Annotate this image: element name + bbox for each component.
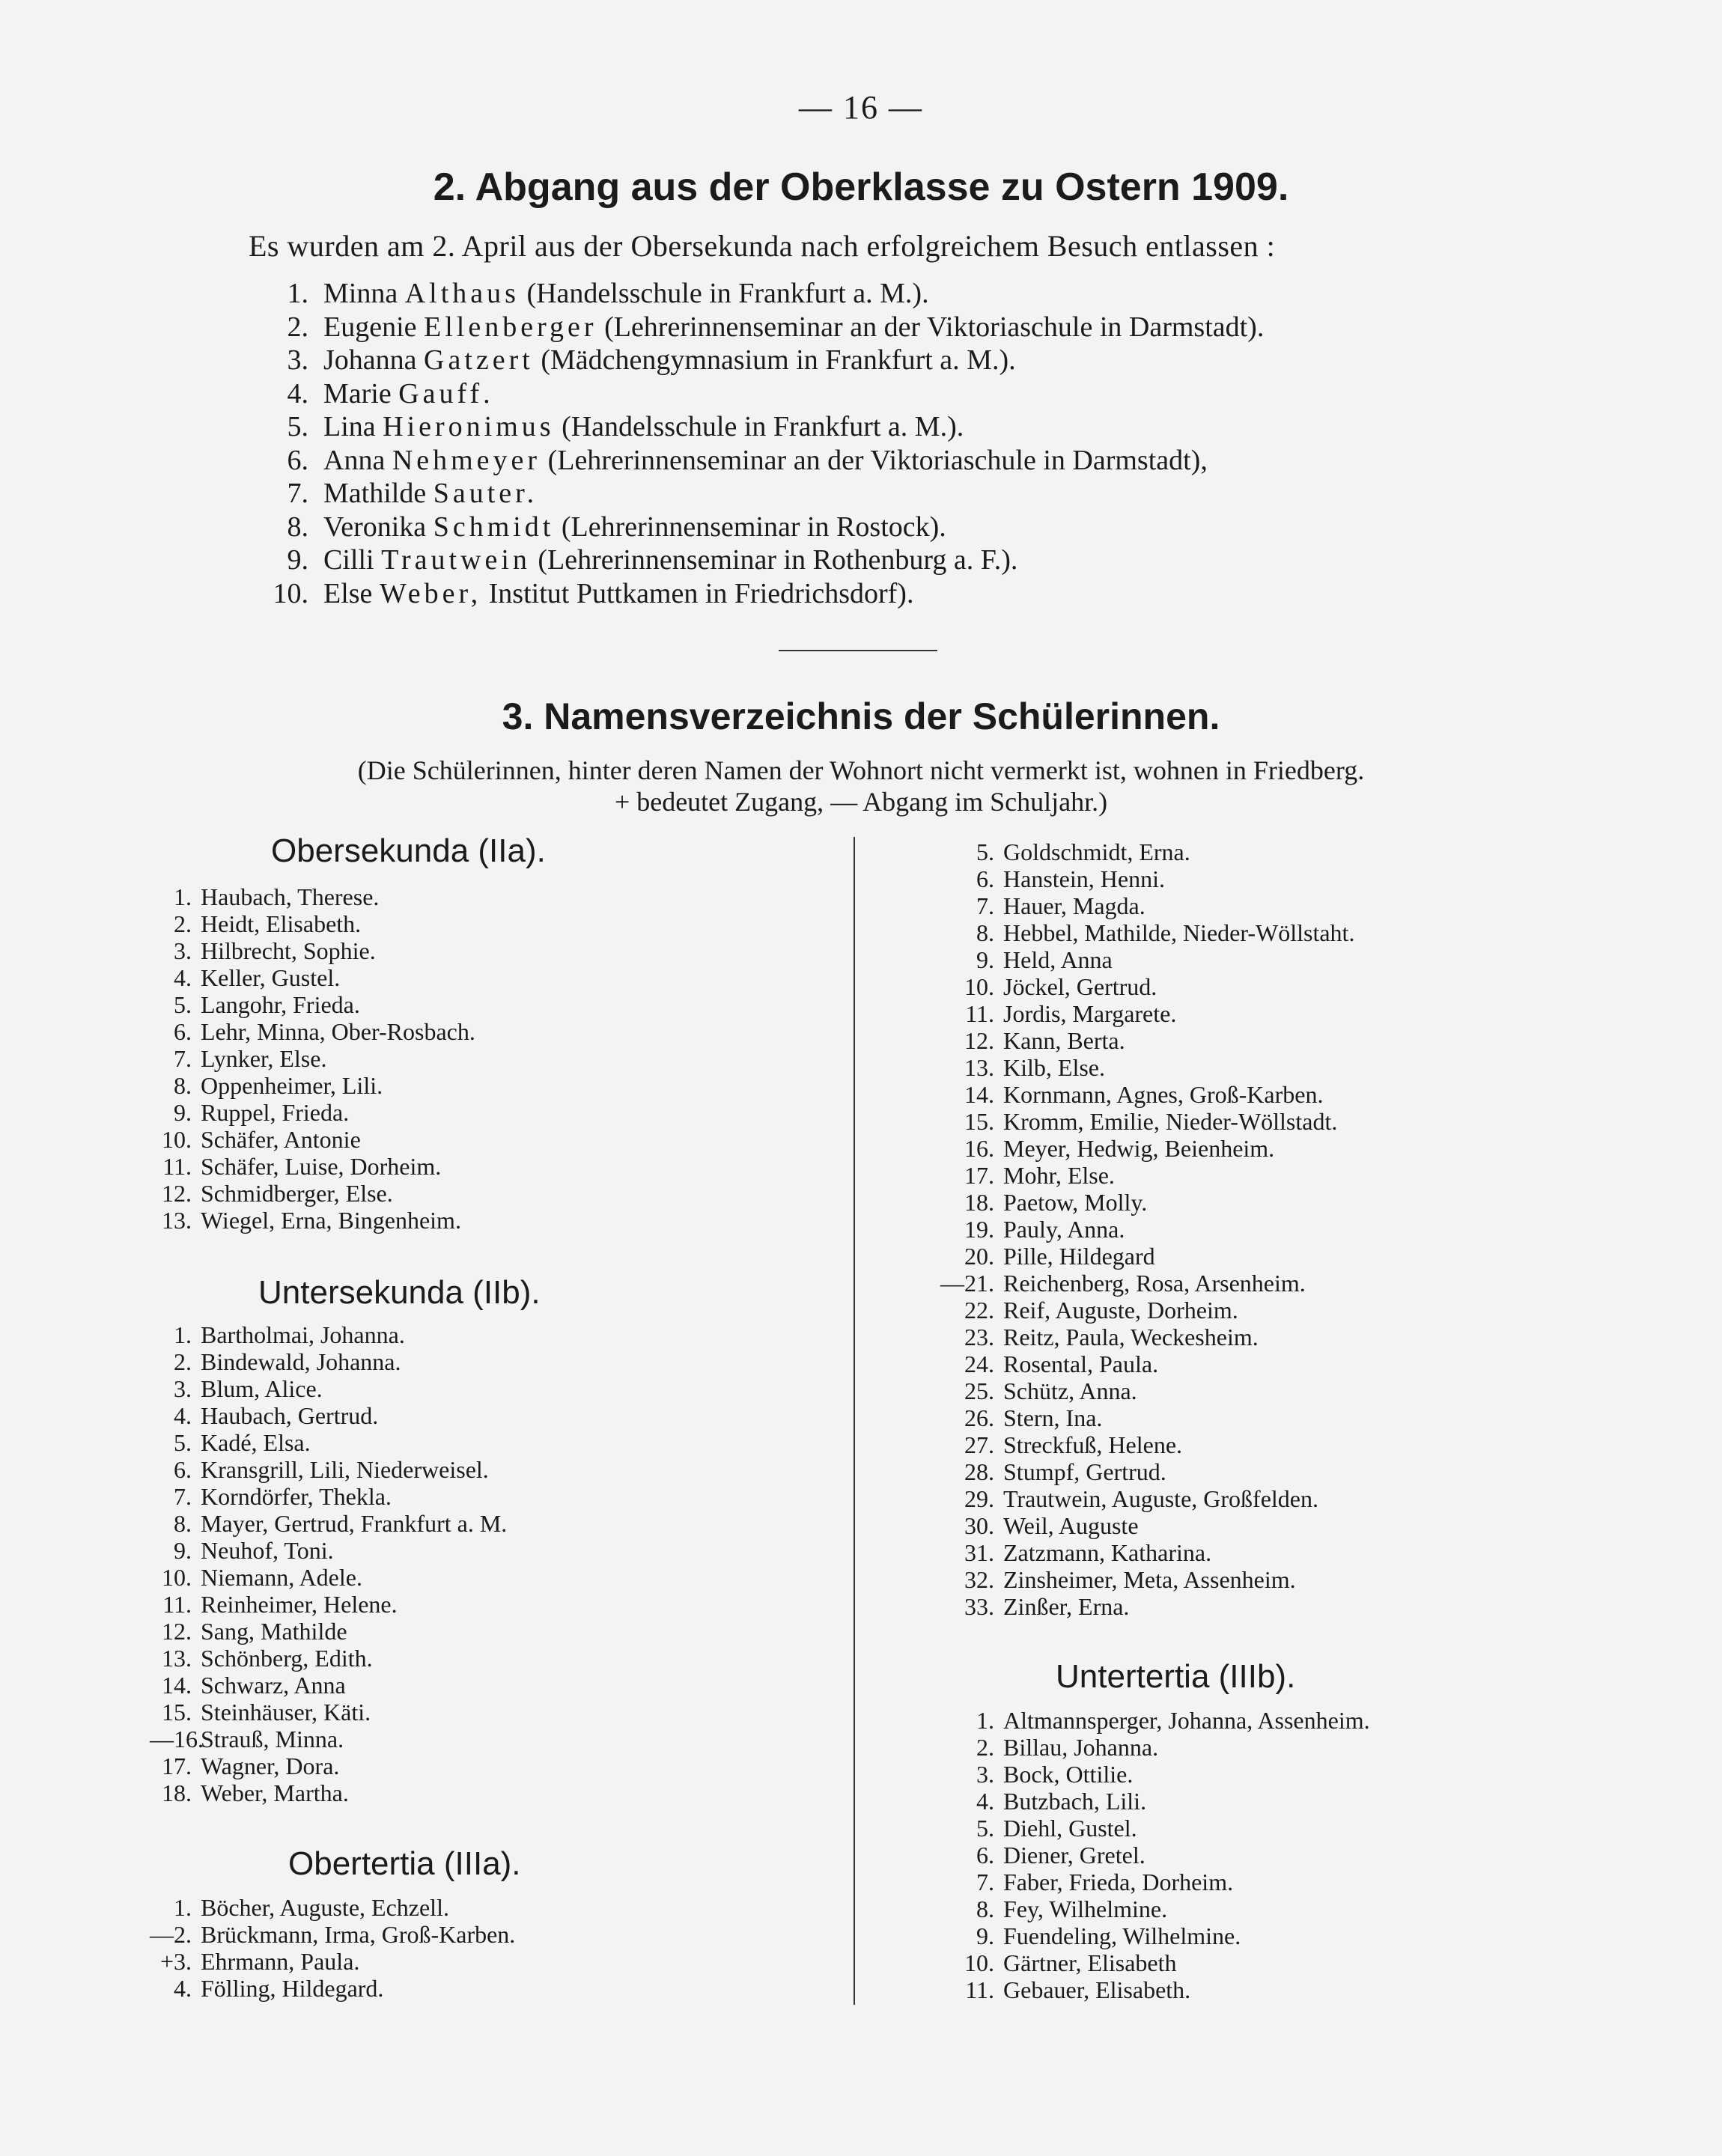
student-row bbox=[150, 1483, 507, 1510]
student-row bbox=[936, 1869, 1370, 1895]
student-name: Jordis, Margarete. bbox=[1003, 1000, 1177, 1027]
student-row bbox=[936, 1539, 1354, 1566]
student-name: Reif, Auguste, Dorheim. bbox=[1003, 1297, 1238, 1324]
student-row bbox=[150, 1975, 515, 2002]
student-name: Haubach, Gertrud. bbox=[201, 1402, 379, 1429]
student-name: Pauly, Anna. bbox=[1003, 1216, 1125, 1243]
list-obersekunda bbox=[150, 883, 475, 1234]
student-number: —16. bbox=[150, 1726, 204, 1752]
student-row bbox=[150, 1645, 507, 1672]
student-number: 1. bbox=[174, 883, 192, 910]
first-name: Lina bbox=[323, 411, 376, 442]
first-name: Veronika bbox=[323, 511, 427, 543]
student-number: 23. bbox=[964, 1324, 994, 1350]
student-row bbox=[150, 1126, 475, 1153]
student-number: 2. bbox=[174, 1348, 192, 1375]
student-name: Ehrmann, Paula. bbox=[201, 1948, 360, 1975]
first-name: Mathilde bbox=[323, 478, 427, 509]
student-name: Niemann, Adele. bbox=[201, 1564, 362, 1591]
student-name: Langohr, Frieda. bbox=[201, 991, 360, 1018]
student-row bbox=[936, 946, 1354, 973]
student-number: 30. bbox=[964, 1512, 994, 1539]
student-number: 8. bbox=[976, 1895, 994, 1922]
student-name: Jöckel, Gertrud. bbox=[1003, 973, 1157, 1000]
first-name: Minna bbox=[323, 278, 398, 309]
student-row bbox=[150, 1207, 475, 1234]
student-name: Kadé, Elsa. bbox=[201, 1429, 311, 1456]
student-row bbox=[150, 991, 475, 1018]
list-item bbox=[240, 511, 1587, 544]
student-row bbox=[150, 1456, 507, 1483]
student-row bbox=[936, 1054, 1354, 1081]
student-number: —2. bbox=[150, 1921, 192, 1948]
last-name: Sauter. bbox=[433, 478, 538, 509]
item-number: 7. bbox=[287, 478, 308, 509]
first-name: Marie bbox=[323, 377, 392, 409]
student-name: Reitz, Paula, Weckesheim. bbox=[1003, 1324, 1259, 1350]
student-name: Schwarz, Anna bbox=[201, 1672, 346, 1699]
student-row bbox=[936, 1788, 1370, 1815]
student-name: Zinsheimer, Meta, Assenheim. bbox=[1003, 1566, 1296, 1593]
student-name: Sang, Mathilde bbox=[201, 1618, 347, 1645]
student-row bbox=[936, 1108, 1354, 1135]
list-obertertia bbox=[150, 1894, 515, 2002]
student-number: 12. bbox=[964, 1027, 994, 1054]
student-row bbox=[150, 1948, 515, 1975]
student-name: Zatzmann, Katharina. bbox=[1003, 1539, 1212, 1566]
student-name: Weil, Auguste bbox=[1003, 1512, 1139, 1539]
student-row bbox=[150, 883, 475, 910]
student-row bbox=[936, 1324, 1354, 1350]
student-name: Paetow, Molly. bbox=[1003, 1189, 1148, 1216]
student-name: Heidt, Elisabeth. bbox=[201, 910, 362, 937]
student-row bbox=[936, 1081, 1354, 1108]
student-number: 6. bbox=[976, 865, 994, 892]
student-name: Keller, Gustel. bbox=[201, 964, 341, 991]
student-name: Kromm, Emilie, Nieder-Wöllstadt. bbox=[1003, 1108, 1338, 1135]
last-name: Ellenberger bbox=[424, 311, 597, 343]
student-name: Schäfer, Luise, Dorheim. bbox=[201, 1153, 442, 1180]
list-item bbox=[240, 410, 1587, 444]
student-number: 10. bbox=[964, 973, 994, 1000]
first-name: Cilli bbox=[323, 544, 374, 576]
student-number: 9. bbox=[976, 1922, 994, 1949]
heading-obersekunda: Obersekunda (IIa). bbox=[271, 832, 546, 869]
student-name: Hanstein, Henni. bbox=[1003, 865, 1165, 892]
student-number: 11. bbox=[965, 1000, 994, 1027]
student-row bbox=[936, 1458, 1354, 1485]
student-number: 4. bbox=[174, 964, 192, 991]
student-row bbox=[936, 1162, 1354, 1189]
student-row bbox=[936, 919, 1354, 946]
item-number: 8. bbox=[287, 511, 308, 543]
student-name: Diehl, Gustel. bbox=[1003, 1815, 1137, 1842]
student-row bbox=[936, 1707, 1370, 1734]
student-number: 11. bbox=[965, 1976, 994, 2003]
student-number: 1. bbox=[174, 1321, 192, 1348]
student-number: 6. bbox=[174, 1018, 192, 1045]
student-row bbox=[150, 1564, 507, 1591]
student-row bbox=[150, 1921, 515, 1948]
student-row bbox=[936, 1976, 1370, 2003]
student-row bbox=[150, 1321, 507, 1348]
student-number: 10. bbox=[964, 1949, 994, 1976]
student-row bbox=[936, 1761, 1370, 1788]
heading-obertertia: Obertertia (IIIa). bbox=[288, 1845, 521, 1882]
student-name: Bock, Ottilie. bbox=[1003, 1761, 1134, 1788]
student-number: 13. bbox=[964, 1054, 994, 1081]
student-number: 5. bbox=[174, 991, 192, 1018]
first-name: Anna bbox=[323, 444, 386, 476]
list-untersekunda bbox=[150, 1321, 507, 1806]
student-row bbox=[150, 1072, 475, 1099]
item-detail: (Lehrerinnenseminar an der Viktoriaschule in Darmstadt), bbox=[547, 444, 1208, 476]
item-detail: (Mädchengymnasium in Frankfurt a. M.). bbox=[541, 344, 1016, 376]
last-name: Althaus bbox=[404, 278, 520, 309]
list-item bbox=[240, 477, 1587, 511]
student-number: 28. bbox=[964, 1458, 994, 1485]
student-name: Wiegel, Erna, Bingenheim. bbox=[201, 1207, 461, 1234]
student-row bbox=[150, 910, 475, 937]
student-name: Stern, Ina. bbox=[1003, 1404, 1103, 1431]
student-number: 13. bbox=[162, 1207, 192, 1234]
list-item bbox=[240, 543, 1587, 577]
student-number: 7. bbox=[174, 1483, 192, 1510]
student-number: 19. bbox=[964, 1216, 994, 1243]
student-number: 10. bbox=[162, 1126, 192, 1153]
student-number: 5. bbox=[976, 1815, 994, 1842]
student-name: Hilbrecht, Sophie. bbox=[201, 937, 376, 964]
student-row bbox=[936, 1485, 1354, 1512]
student-number: 3. bbox=[174, 937, 192, 964]
student-number: +3. bbox=[159, 1948, 192, 1975]
student-name: Kransgrill, Lili, Niederweisel. bbox=[201, 1456, 489, 1483]
student-row bbox=[936, 1815, 1370, 1842]
student-name: Pille, Hildegard bbox=[1003, 1243, 1155, 1270]
student-number: 15. bbox=[964, 1108, 994, 1135]
note-line-1: (Die Schülerinnen, hinter deren Namen der Wohnort nicht vermerkt ist, wohnen in Friedberg. bbox=[357, 755, 1365, 785]
student-name: Bindewald, Johanna. bbox=[201, 1348, 401, 1375]
student-row bbox=[936, 1512, 1354, 1539]
student-name: Billau, Johanna. bbox=[1003, 1734, 1159, 1761]
student-row bbox=[150, 964, 475, 991]
list-item bbox=[240, 444, 1587, 478]
section-3-title: 3. Namensverzeichnis der Schülerinnen. bbox=[502, 695, 1220, 737]
student-row bbox=[936, 1297, 1354, 1324]
list-item bbox=[240, 311, 1587, 344]
student-name: Kann, Berta. bbox=[1003, 1027, 1125, 1054]
student-row bbox=[936, 1270, 1354, 1297]
student-row bbox=[936, 1189, 1354, 1216]
list-item bbox=[240, 377, 1587, 411]
student-name: Mohr, Else. bbox=[1003, 1162, 1115, 1189]
last-name: Schmidt bbox=[433, 511, 555, 543]
student-row bbox=[936, 1593, 1354, 1620]
student-row bbox=[936, 1000, 1354, 1027]
student-number: 10. bbox=[162, 1564, 192, 1591]
student-name: Schäfer, Antonie bbox=[201, 1126, 361, 1153]
student-number: 2. bbox=[976, 1734, 994, 1761]
student-name: Streckfuß, Helene. bbox=[1003, 1431, 1183, 1458]
student-number: 1. bbox=[976, 1707, 994, 1734]
student-name: Weber, Martha. bbox=[201, 1779, 349, 1806]
student-number: 17. bbox=[964, 1162, 994, 1189]
note-line-2: + bedeutet Zugang, — Abgang im Schuljahr.) bbox=[614, 787, 1108, 817]
last-name: Gatzert bbox=[424, 344, 534, 376]
student-name: Lehr, Minna, Ober-Rosbach. bbox=[201, 1018, 475, 1045]
student-row bbox=[150, 937, 475, 964]
student-number: 3. bbox=[976, 1761, 994, 1788]
student-row bbox=[936, 1216, 1354, 1243]
student-name: Kornmann, Agnes, Groß-Karben. bbox=[1003, 1081, 1324, 1108]
student-row bbox=[936, 865, 1354, 892]
student-row bbox=[936, 1404, 1354, 1431]
student-row bbox=[150, 1537, 507, 1564]
student-number: 18. bbox=[964, 1189, 994, 1216]
page-number: — 16 — bbox=[799, 89, 923, 126]
student-number: 7. bbox=[976, 892, 994, 919]
student-number: 16. bbox=[964, 1135, 994, 1162]
last-name: Gauff. bbox=[398, 377, 494, 409]
student-name: Hebbel, Mathilde, Nieder-Wöllstaht. bbox=[1003, 919, 1355, 946]
student-row bbox=[150, 1402, 507, 1429]
student-number: 32. bbox=[964, 1566, 994, 1593]
student-number: 12. bbox=[162, 1180, 192, 1207]
student-number: 6. bbox=[174, 1456, 192, 1483]
student-row bbox=[150, 1752, 507, 1779]
student-row bbox=[936, 892, 1354, 919]
student-number: 9. bbox=[174, 1099, 192, 1126]
student-name: Neuhof, Toni. bbox=[201, 1537, 334, 1564]
student-number: 4. bbox=[174, 1975, 192, 2002]
last-name: Hieronimus bbox=[383, 411, 555, 442]
student-row bbox=[150, 1699, 507, 1726]
student-row bbox=[936, 1431, 1354, 1458]
student-name: Steinhäuser, Käti. bbox=[201, 1699, 371, 1726]
student-row bbox=[150, 1510, 507, 1537]
student-row bbox=[936, 1243, 1354, 1270]
student-number: 17. bbox=[162, 1752, 192, 1779]
student-name: Faber, Frieda, Dorheim. bbox=[1003, 1869, 1234, 1895]
item-detail: (Lehrerinnenseminar in Rostock). bbox=[561, 511, 946, 543]
student-name: Butzbach, Lili. bbox=[1003, 1788, 1147, 1815]
student-name: Bartholmai, Johanna. bbox=[201, 1321, 405, 1348]
column-divider bbox=[854, 837, 855, 2005]
last-name: Nehmeyer bbox=[392, 444, 541, 476]
student-name: Blum, Alice. bbox=[201, 1375, 323, 1402]
student-row bbox=[150, 1591, 507, 1618]
student-row bbox=[936, 1895, 1370, 1922]
student-name: Held, Anna bbox=[1003, 946, 1113, 973]
student-row bbox=[936, 973, 1354, 1000]
item-detail: Institut Puttkamen in Friedrichsdorf). bbox=[488, 577, 914, 609]
student-name: Altmannsperger, Johanna, Assenheim. bbox=[1003, 1707, 1370, 1734]
student-number: 24. bbox=[964, 1350, 994, 1377]
student-row bbox=[936, 1027, 1354, 1054]
student-name: Goldschmidt, Erna. bbox=[1003, 838, 1190, 865]
student-number: 31. bbox=[964, 1539, 994, 1566]
student-name: Mayer, Gertrud, Frankfurt a. M. bbox=[201, 1510, 508, 1537]
student-name: Fey, Wilhelmine. bbox=[1003, 1895, 1168, 1922]
student-name: Fuendeling, Wilhelmine. bbox=[1003, 1922, 1241, 1949]
student-name: Böcher, Auguste, Echzell. bbox=[201, 1894, 449, 1921]
student-number: 5. bbox=[976, 838, 994, 865]
student-name: Wagner, Dora. bbox=[201, 1752, 340, 1779]
student-number: 5. bbox=[174, 1429, 192, 1456]
student-number: 11. bbox=[162, 1153, 192, 1180]
student-row bbox=[936, 1350, 1354, 1377]
student-number: 8. bbox=[174, 1072, 192, 1099]
student-row bbox=[150, 1348, 507, 1375]
section-2-title: 2. Abgang aus der Oberklasse zu Ostern 1909. bbox=[433, 165, 1289, 209]
item-detail: (Lehrerinnenseminar in Rothenburg a. F.). bbox=[538, 544, 1018, 576]
item-number: 10. bbox=[273, 577, 308, 609]
student-name: Strauß, Minna. bbox=[201, 1726, 344, 1752]
student-number: 33. bbox=[964, 1593, 994, 1620]
student-name: Trautwein, Auguste, Großfelden. bbox=[1003, 1485, 1318, 1512]
student-number: 8. bbox=[976, 919, 994, 946]
student-number: 22. bbox=[964, 1297, 994, 1324]
student-name: Reichenberg, Rosa, Arsenheim. bbox=[1003, 1270, 1306, 1297]
student-number: 15. bbox=[162, 1699, 192, 1726]
student-name: Stumpf, Gertrud. bbox=[1003, 1458, 1166, 1485]
item-detail: (Handelsschule in Frankfurt a. M.). bbox=[526, 278, 929, 309]
student-row bbox=[150, 1099, 475, 1126]
student-number: 12. bbox=[162, 1618, 192, 1645]
student-name: Brückmann, Irma, Groß-Karben. bbox=[201, 1921, 516, 1948]
first-name: Eugenie bbox=[323, 311, 417, 343]
student-number: 2. bbox=[174, 910, 192, 937]
last-name: Trautwein bbox=[381, 544, 531, 576]
student-number: 14. bbox=[964, 1081, 994, 1108]
student-row bbox=[936, 1377, 1354, 1404]
student-name: Oppenheimer, Lili. bbox=[201, 1072, 383, 1099]
last-name: Weber, bbox=[379, 577, 482, 609]
item-number: 4. bbox=[287, 377, 308, 409]
student-row bbox=[150, 1672, 507, 1699]
student-name: Gebauer, Elisabeth. bbox=[1003, 1976, 1191, 2003]
section-2-intro: Es wurden am 2. April aus der Obersekunda nach erfolgreichem Besuch entlassen : bbox=[249, 229, 1276, 263]
student-name: Reinheimer, Helene. bbox=[201, 1591, 398, 1618]
student-number: 4. bbox=[174, 1402, 192, 1429]
student-number: —21. bbox=[940, 1270, 994, 1297]
student-number: 1. bbox=[174, 1894, 192, 1921]
heading-untertertia: Untertertia (IIIb). bbox=[1056, 1658, 1296, 1695]
student-row bbox=[150, 1894, 515, 1921]
item-number: 1. bbox=[287, 278, 308, 309]
item-number: 2. bbox=[287, 311, 308, 343]
student-name: Ruppel, Frieda. bbox=[201, 1099, 350, 1126]
student-number: 6. bbox=[976, 1842, 994, 1869]
student-name: Fölling, Hildegard. bbox=[201, 1975, 384, 2002]
heading-untersekunda: Untersekunda (IIb). bbox=[258, 1274, 541, 1311]
student-row bbox=[936, 1949, 1370, 1976]
student-name: Korndörfer, Thekla. bbox=[201, 1483, 392, 1510]
first-name: Else bbox=[323, 577, 373, 609]
student-name: Diener, Gretel. bbox=[1003, 1842, 1146, 1869]
student-number: 9. bbox=[976, 946, 994, 973]
student-number: 27. bbox=[964, 1431, 994, 1458]
student-name: Rosental, Paula. bbox=[1003, 1350, 1159, 1377]
student-row bbox=[150, 1018, 475, 1045]
item-number: 6. bbox=[287, 444, 308, 476]
student-number: 29. bbox=[964, 1485, 994, 1512]
student-row bbox=[150, 1045, 475, 1072]
student-row bbox=[150, 1180, 475, 1207]
list-item bbox=[240, 277, 1587, 311]
item-number: 9. bbox=[287, 544, 308, 576]
student-row bbox=[936, 1566, 1354, 1593]
item-detail: (Lehrerinnenseminar an der Viktoriaschule in Darmstadt). bbox=[604, 311, 1265, 343]
student-name: Hauer, Magda. bbox=[1003, 892, 1146, 919]
first-name: Johanna bbox=[323, 344, 417, 376]
student-number: 20. bbox=[964, 1243, 994, 1270]
student-number: 26. bbox=[964, 1404, 994, 1431]
student-number: 3. bbox=[174, 1375, 192, 1402]
student-row bbox=[150, 1153, 475, 1180]
student-number: 13. bbox=[162, 1645, 192, 1672]
student-row bbox=[936, 1922, 1370, 1949]
list-untertertia bbox=[936, 1707, 1370, 2003]
student-name: Schmidberger, Else. bbox=[201, 1180, 393, 1207]
section-divider bbox=[779, 650, 937, 651]
student-number: 11. bbox=[162, 1591, 192, 1618]
student-row bbox=[150, 1429, 507, 1456]
student-row bbox=[936, 1842, 1370, 1869]
student-row bbox=[150, 1726, 507, 1752]
item-detail: (Handelsschule in Frankfurt a. M.). bbox=[562, 411, 964, 442]
student-name: Lynker, Else. bbox=[201, 1045, 327, 1072]
student-number: 18. bbox=[162, 1779, 192, 1806]
student-row bbox=[150, 1779, 507, 1806]
section-3-note bbox=[0, 755, 1722, 817]
student-number: 4. bbox=[976, 1788, 994, 1815]
student-row bbox=[936, 1734, 1370, 1761]
student-number: 14. bbox=[162, 1672, 192, 1699]
student-number: 7. bbox=[174, 1045, 192, 1072]
student-number: 9. bbox=[174, 1537, 192, 1564]
student-row bbox=[936, 838, 1354, 865]
list-item bbox=[240, 577, 1587, 611]
student-row bbox=[150, 1618, 507, 1645]
item-number: 5. bbox=[287, 411, 308, 442]
student-number: 8. bbox=[174, 1510, 192, 1537]
list-obertertia-continued bbox=[936, 838, 1354, 1620]
item-number: 3. bbox=[287, 344, 308, 376]
student-row bbox=[150, 1375, 507, 1402]
student-name: Meyer, Hedwig, Beienheim. bbox=[1003, 1135, 1275, 1162]
student-row bbox=[936, 1135, 1354, 1162]
student-name: Schönberg, Edith. bbox=[201, 1645, 373, 1672]
student-name: Kilb, Else. bbox=[1003, 1054, 1105, 1081]
student-name: Zinßer, Erna. bbox=[1003, 1593, 1130, 1620]
student-name: Schütz, Anna. bbox=[1003, 1377, 1137, 1404]
student-number: 25. bbox=[964, 1377, 994, 1404]
student-number: 7. bbox=[976, 1869, 994, 1895]
student-name: Gärtner, Elisabeth bbox=[1003, 1949, 1177, 1976]
section-2-list bbox=[240, 277, 1587, 610]
student-name: Haubach, Therese. bbox=[201, 883, 380, 910]
list-item bbox=[240, 344, 1587, 377]
